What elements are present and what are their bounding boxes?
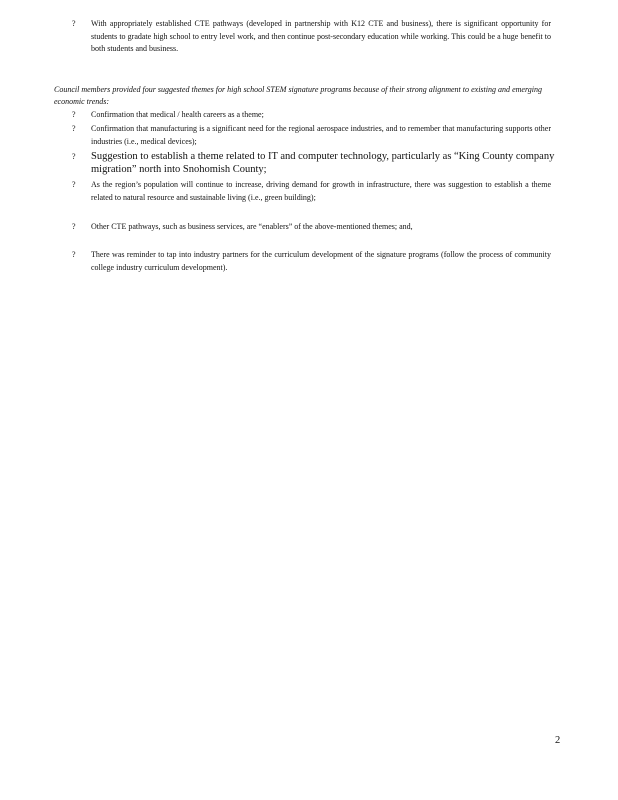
list-item-text: Confirmation that medical / health careers as a theme; — [91, 110, 264, 119]
list-item — [72, 179, 552, 221]
intro-paragraph: Council members provided four suggested themes for high school STEM signature programs because of their strong alignment to existing and emerging economic trends: — [54, 85, 542, 106]
list-item-text: As the region’s population will continue to increase, driving demand for growth in infrastructure, there was suggestion to establish a theme related to natural resource and sustainable living (i.e., green building); — [91, 180, 551, 202]
bullet-marker: ? — [72, 152, 76, 161]
list-item — [72, 221, 552, 249]
bullet-marker: ? — [72, 19, 76, 28]
list-item-text: Other CTE pathways, such as business services, are “enablers” of the above-mentioned themes; and, — [91, 222, 413, 231]
bullet-marker: ? — [72, 124, 76, 133]
bullet-marker: ? — [72, 180, 76, 189]
bullet-marker: ? — [72, 110, 76, 119]
list-item — [72, 123, 552, 151]
list-item — [72, 18, 552, 74]
list-item-text: Suggestion to establish a theme related to IT and computer technology, particularly as “King County company migration” north into Snohomish County; — [91, 151, 555, 175]
list-item — [72, 109, 552, 123]
list-item — [72, 151, 555, 179]
page-number: 2 — [555, 735, 561, 746]
list-item-text: With appropriately established CTE pathways (developed in partnership with K12 CTE and business), there is significant opportunity for students to gradate high school to entry level work, and then continue post-secondary education while working. This could be a huge benefit to both students and business. — [91, 19, 551, 53]
list-item-text: There was reminder to tap into industry partners for the curriculum development of the signature programs (follow the process of community college industry curriculum development). — [91, 250, 551, 272]
list-item-text: Confirmation that manufacturing is a significant need for the regional aerospace industries, and to remember that manufacturing supports other industries (i.e., medical devices); — [91, 124, 551, 146]
bullet-marker: ? — [72, 250, 76, 259]
bullet-marker: ? — [72, 222, 76, 231]
list-item — [72, 249, 552, 291]
